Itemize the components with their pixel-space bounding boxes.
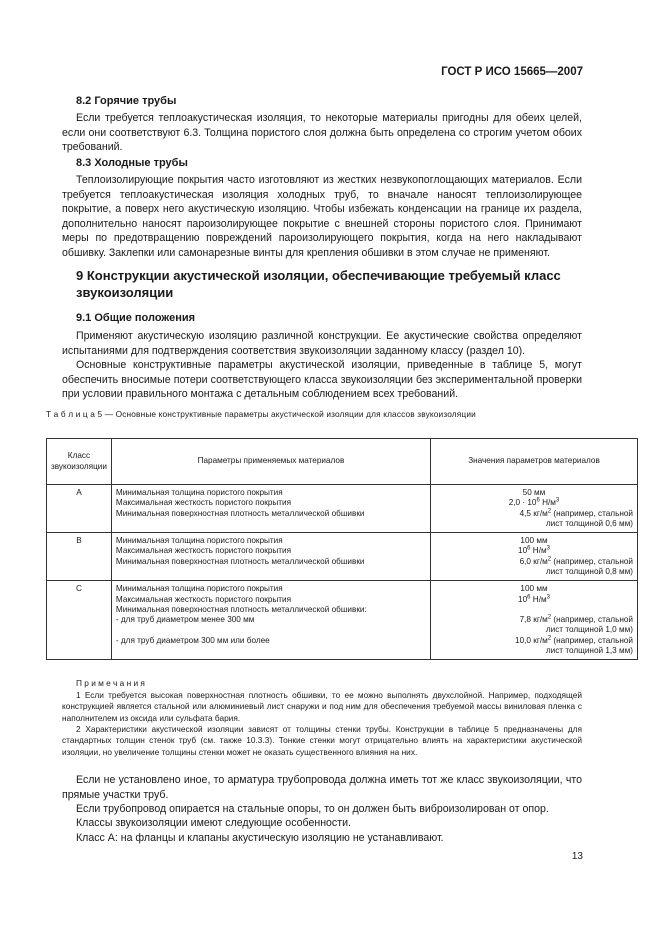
section-8-2-title: 8.2 Горячие трубы bbox=[76, 95, 177, 107]
param-line: Минимальная толщина пористого покрытия bbox=[115, 536, 283, 546]
notes-title: П р и м е ч а н и я bbox=[76, 678, 145, 688]
page-number: 13 bbox=[571, 851, 583, 862]
after-para-2: Если трубопровод опирается на стальные опоры, то он должен быть виброизолирован от опор. bbox=[76, 803, 549, 815]
value-thickness: 100 мм bbox=[520, 536, 548, 546]
value-density: 4,5 $кг/м^2$ (например, стальной bbox=[519, 507, 633, 518]
table-row bbox=[47, 581, 638, 660]
section-8-3-title: 8.3 Холодные трубы bbox=[76, 157, 188, 169]
row-c-params bbox=[111, 581, 430, 660]
spacer bbox=[435, 605, 633, 615]
value-density: 6,0 $кг/м^2$ (например, стальной bbox=[519, 556, 633, 566]
table-5 bbox=[46, 438, 638, 660]
value-density-line2: лист толщиной 0,6 мм) bbox=[545, 518, 633, 528]
section-8-2-text: Если требуется теплоакустическая изоляция, то некоторые материалы пригодны для обеих целей, если они соответствуют 6.3. Толщина пористого слоя должна быть определена со строгим учетом обоих требований. bbox=[62, 112, 582, 154]
header-params: Параметры применяемых материалов bbox=[111, 439, 430, 485]
param-line: Минимальная толщина пористого покрытия bbox=[115, 584, 283, 594]
row-a-params bbox=[111, 485, 430, 533]
value-stiffness: $2,0 \cdot 10^6$ $Н/м^3$ bbox=[508, 497, 560, 508]
value-stiffness: $10^6$ $Н/м^3$ bbox=[518, 545, 550, 556]
after-para-4: Класс А: на фланцы и клапаны акустическую изоляцию не устанавливают. bbox=[76, 832, 444, 844]
note-2: 2 Характеристики акустической изоляции зависят от толщины стенки трубы. Конструкции в таблице 5 предназначены для стандартных толщин стенок труб (см. также 10.3.3). Тонкие стенки могут отрицательно влиять на характеристики акустической изоляции, но увеличение толщины стенки может не оказать существенного влияния на них. bbox=[62, 724, 582, 757]
section-9-1-title: 9.1 Общие положения bbox=[76, 312, 196, 324]
value-density-large-line2: лист толщиной 1,3 мм) bbox=[545, 645, 633, 655]
param-line: Минимальная поверхностная плотность металлической обшивки bbox=[115, 508, 365, 518]
table-row bbox=[47, 485, 638, 533]
row-c-values bbox=[431, 581, 638, 660]
table-5-caption: Т а б л и ц а 5 — Основные конструктивные параметры акустической изоляции для классов звукоизоляции bbox=[46, 409, 476, 419]
header-values: Значения параметров материалов bbox=[431, 439, 638, 485]
section-9-title: 9 Конструкции акустической изоляции, обеспечивающие требуемый класс звукоизоляции bbox=[76, 268, 561, 300]
row-b-values bbox=[431, 533, 638, 581]
table-row bbox=[47, 533, 638, 581]
value-density-small-line2: лист толщиной 1,0 мм) bbox=[545, 625, 633, 635]
param-line: Максимальная жесткость пористого покрытия bbox=[115, 594, 292, 604]
section-8-3-text: Теплоизолирующие покрытия часто изготовляют из жестких незвукопоглощающих материалов. Если требуется теплоакустическая изоляция холодных труб, то вначале наносят теплоизолирующее покрытие, а поверх него акустическую изоляцию. Чтобы избежать конденсации на границе их раздела, дополнительно наносят пароизолирующее покрытие с внешней стороны пористого слоя. Принимают меры по предотвращению повреждений пароизолирующего покрытия, когда на него накладывают обшивку. Заклепки или самонарезные винты для крепления обшивки в этом случае не применяют. bbox=[62, 174, 582, 259]
value-density-large: 10,0 $кг/м^2$ (например, стальной bbox=[515, 634, 633, 645]
param-line: - для труб диаметром менее 300 мм bbox=[115, 615, 255, 625]
document-header: ГОСТ Р ИСО 15665—2007 bbox=[441, 66, 583, 78]
value-density-small: 7,8 $кг/м^2$ (например, стальной bbox=[519, 614, 633, 624]
row-b-class: B bbox=[47, 533, 112, 581]
param-line: Минимальная толщина пористого покрытия bbox=[115, 488, 283, 497]
param-line: Минимальная поверхностная плотность металлической обшивки: bbox=[115, 604, 367, 614]
row-a-values bbox=[431, 485, 638, 533]
param-line: Максимальная жесткость пористого покрытия bbox=[115, 546, 292, 556]
value-thickness: 50 мм bbox=[522, 488, 546, 497]
param-line: - для труб диаметром 300 мм или более bbox=[115, 635, 270, 645]
header-class: Класс звукоизоляции bbox=[47, 439, 112, 485]
table-header-row bbox=[47, 439, 638, 485]
row-c-class: C bbox=[47, 581, 112, 660]
value-thickness: 100 мм bbox=[520, 584, 548, 594]
value-stiffness: $10^6$ $Н/м^3$ bbox=[518, 593, 550, 604]
spacer bbox=[116, 626, 426, 636]
note-1: 1 Если требуется высокая поверхностная плотность обшивки, то ее можно выполнять двухслойной. Например, подходящей конструкцией является стальной или алюминиевый лист снаружи и под ним для обеспечения требуемой массы виниловая пленка с наполнителем из оксида или сульфата бария. bbox=[62, 690, 582, 723]
section-9-1-para-2: Основные конструктивные параметры акустической изоляции, приведенные в таблице 5, могут обеспечить вносимые потери соответствующего класса звукоизоляции без экспериментальной проверки при условии правильного монтажа с детальным соблюдением всех требований. bbox=[62, 359, 582, 401]
row-a-class: A bbox=[47, 485, 112, 533]
param-line: Минимальная поверхностная плотность металлической обшивки bbox=[115, 556, 365, 566]
value-density-line2: лист толщиной 0,8 мм) bbox=[545, 567, 633, 577]
after-para-1: Если не установлено иное, то арматура трубопровода должна иметь тот же класс звукоизоляции, что прямые участки труб. bbox=[62, 774, 582, 801]
section-9-1-para-1: Применяют акустическую изоляцию различной конструкции. Ее акустические свойства определяют испытаниями для подтверждения соответствия звукоизоляции заданному классу (раздел 10). bbox=[62, 330, 582, 357]
row-b-params bbox=[111, 533, 430, 581]
after-para-3: Классы звукоизоляции имеют следующие особенности. bbox=[76, 817, 351, 829]
param-line: Максимальная жесткость пористого покрытия bbox=[115, 498, 292, 508]
